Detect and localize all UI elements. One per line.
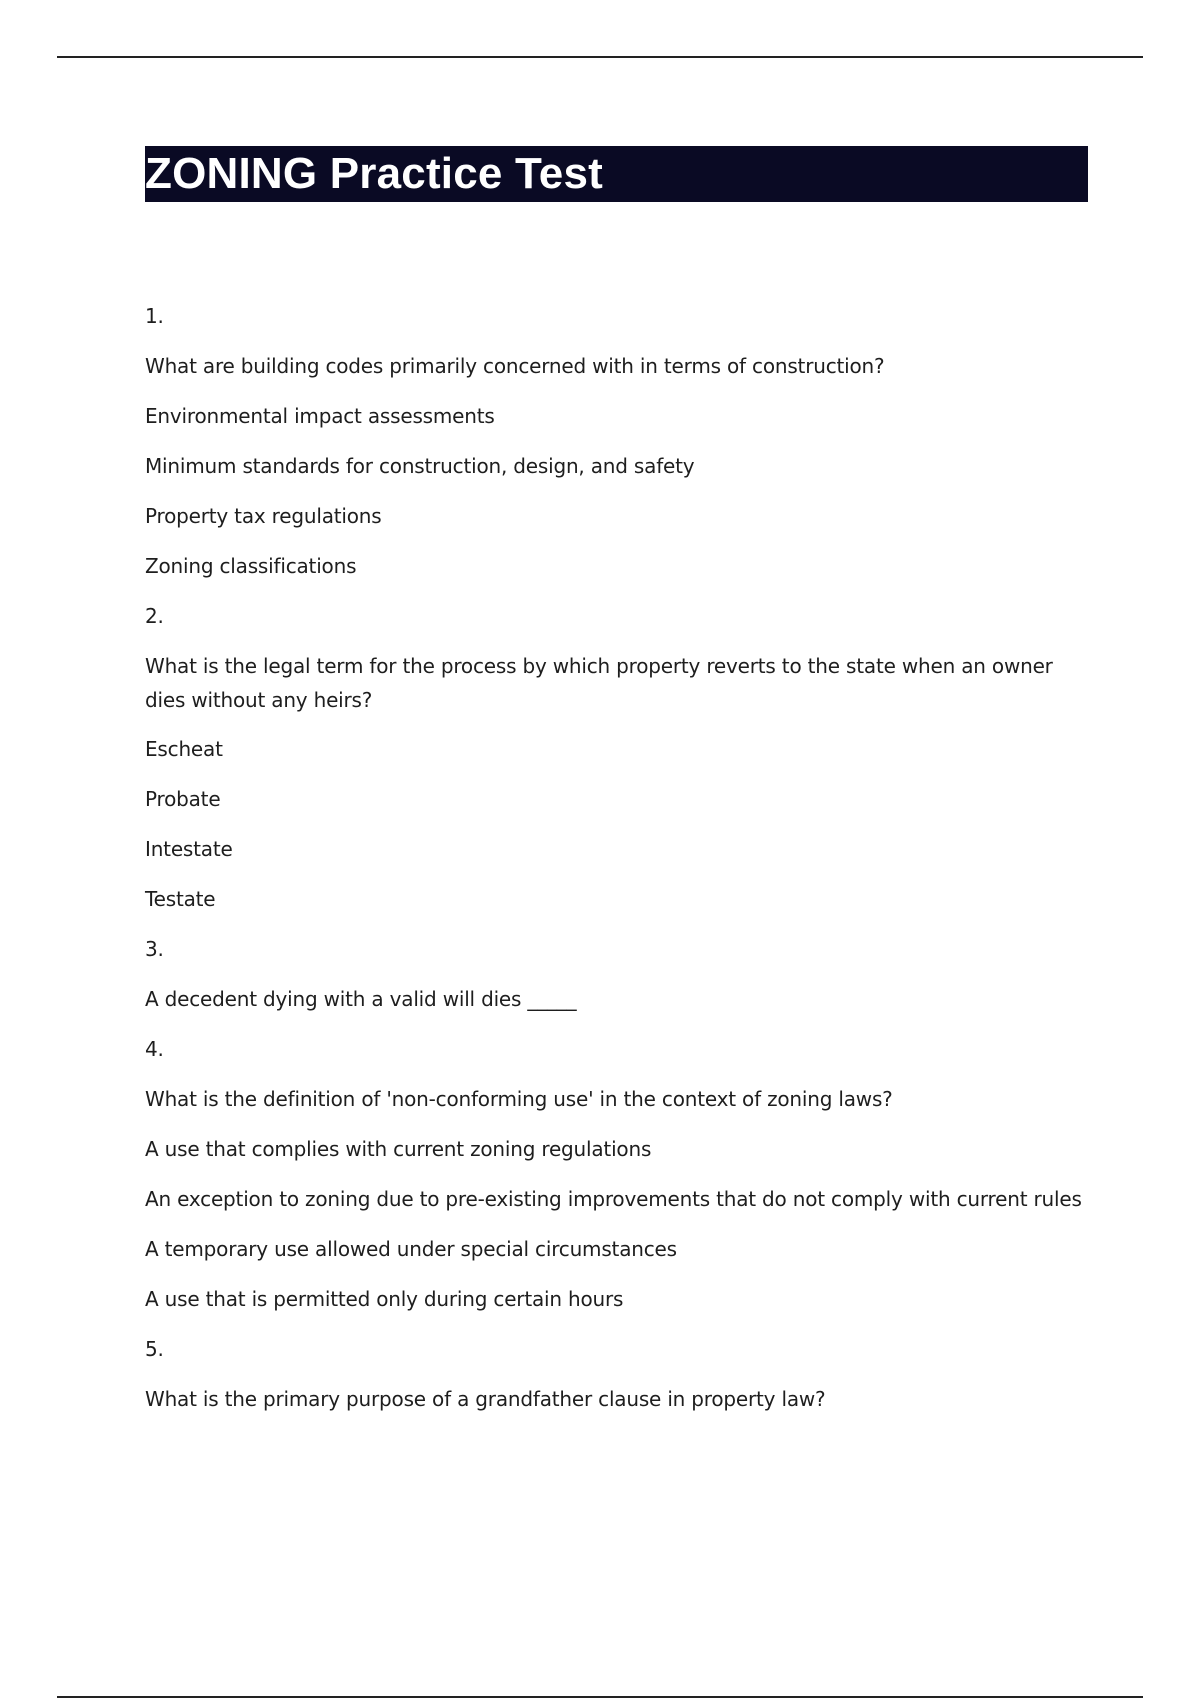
answer-option: A temporary use allowed under special circumstances <box>145 1237 677 1261</box>
question-prompt: What is the legal term for the process by which property reverts to the state when an owner dies without any heirs? <box>145 654 1053 712</box>
question-prompt: What is the primary purpose of a grandfather clause in property law? <box>145 1387 826 1411</box>
question-prompt: A decedent dying with a valid will dies _____ <box>145 987 577 1011</box>
answer-option: Property tax regulations <box>145 504 382 528</box>
answer-option: Minimum standards for construction, design, and safety <box>145 454 695 478</box>
page-title: ZONING Practice Test <box>145 149 603 198</box>
answer-option: A use that complies with current zoning regulations <box>145 1137 652 1161</box>
question-number: 2. <box>145 604 164 628</box>
question-prompt: What are building codes primarily concerned with in terms of construction? <box>145 354 885 378</box>
answer-option: Probate <box>145 787 221 811</box>
bottom-rule <box>57 1696 1143 1698</box>
answer-option: Environmental impact assessments <box>145 404 495 428</box>
answer-option: Escheat <box>145 737 223 761</box>
question-number: 1. <box>145 304 164 328</box>
top-rule <box>57 56 1143 58</box>
answer-option: Intestate <box>145 837 233 861</box>
answer-option: An exception to zoning due to pre-existing improvements that do not comply with current rules <box>145 1187 1082 1211</box>
question-number: 4. <box>145 1037 164 1061</box>
question-number: 5. <box>145 1337 164 1361</box>
question-number: 3. <box>145 937 164 961</box>
answer-option: Zoning classifications <box>145 554 357 578</box>
answer-option: Testate <box>145 887 216 911</box>
question-prompt: What is the definition of 'non-conforming use' in the context of zoning laws? <box>145 1087 893 1111</box>
title-banner <box>145 146 1088 202</box>
answer-option: A use that is permitted only during certain hours <box>145 1287 624 1311</box>
